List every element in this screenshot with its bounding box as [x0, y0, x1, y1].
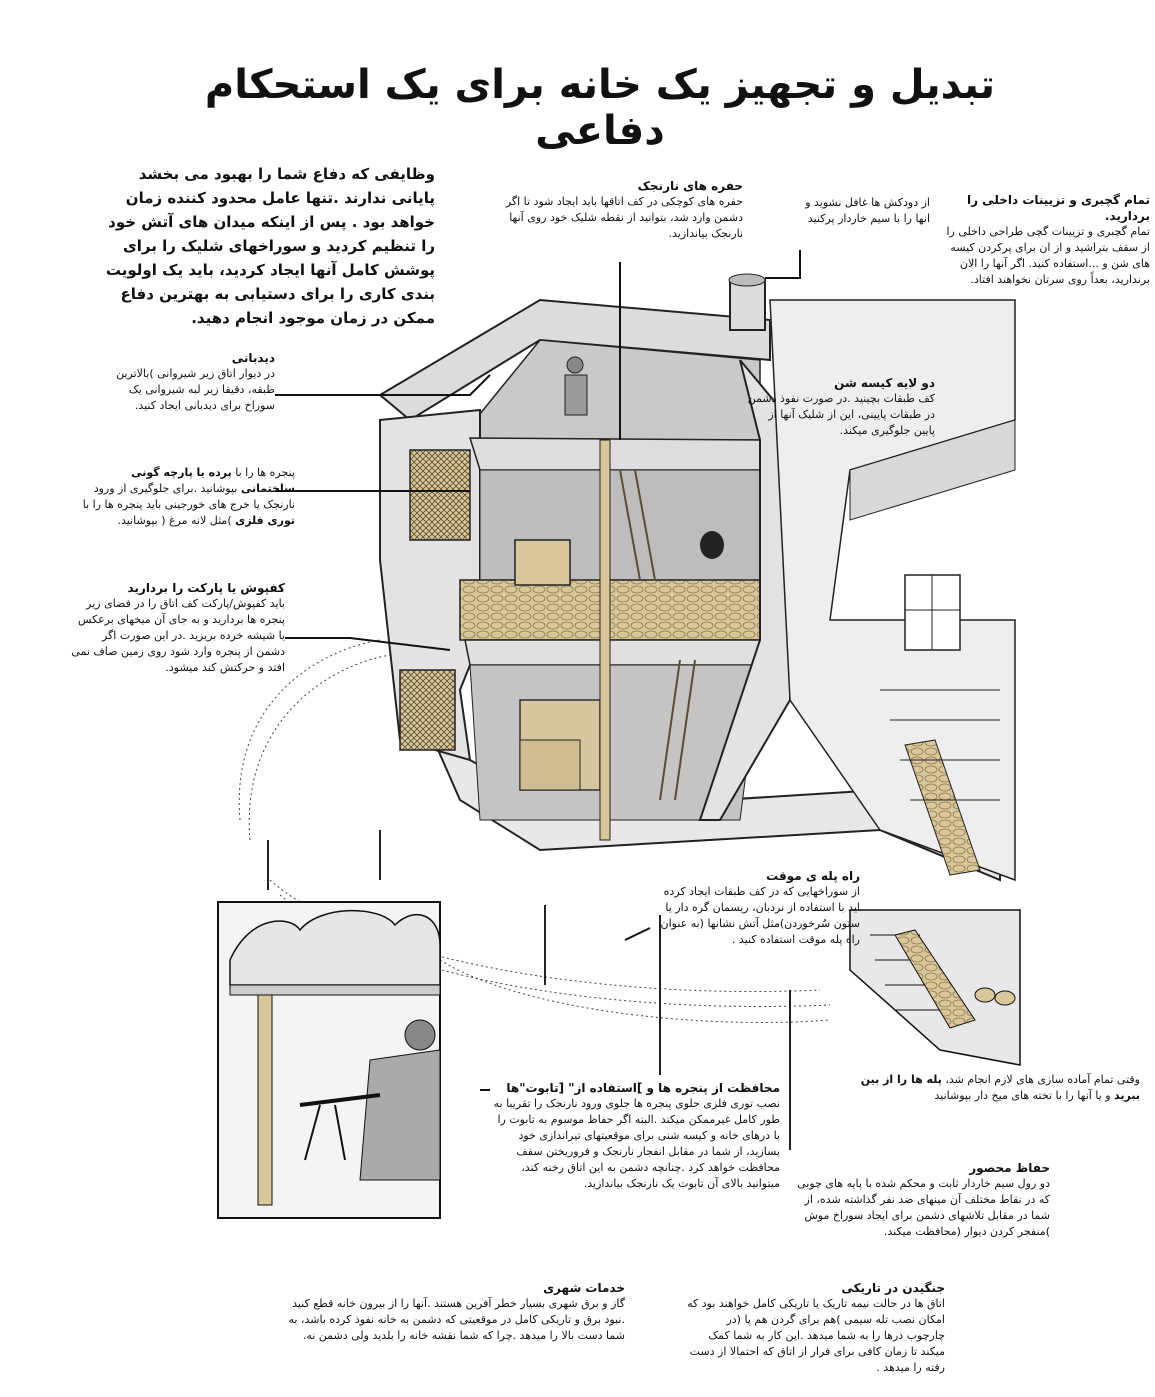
note-sandbags: [745, 375, 935, 439]
inset-stairs: [850, 910, 1020, 1065]
note-windows: [75, 465, 295, 529]
note-body: کف طبقات بچینید .در صورت نفوذ دشمن در طبقات پایینی، این از شلیک آنها از پایین جلوگیری میکند.: [747, 392, 935, 437]
note-stairs: [840, 1072, 1140, 1104]
note-body: اتاق ها در حالت نیمه تاریک یا تاریکی کامل خواهند بود که امکان نصب تله سیمی )هم برای گردن هم پا (در چارچوب درها را به شما میدهد .این کار به شما کمک میکند تا زمان کافی برای فرار از اتاق که احتمالا از دست رفته را میدهد .: [687, 1297, 945, 1374]
note-body: از دودکش ها غافل نشوید و انها را با سیم خاردار پرکنید: [805, 196, 930, 225]
inset-sandbag-position: [218, 902, 440, 1218]
note-body: )مثل لانه مرغ ( بپوشانید.: [117, 514, 232, 527]
note-body: تمام گچبری و تزیینات گچی طراحی داخلی را از سقف بتراشید و از ان برای پرکردن کیسه های شن و ...استفاده کنید. اگر آنها را الان برندارید، بعداً روی سرتان نخواهند افتاد.: [946, 225, 1150, 286]
note-title: خدمات شهری: [543, 1281, 625, 1295]
note-title: محافظت از پنجره ها و ]استفاده از" [تابوت"ها: [506, 1081, 780, 1095]
note-body: باید کفپوش/پارکت کف اتاق را در فضای زیر پنجره ها بردارید و به جای آن میخهای برعکس یا شیشه خرده بریزید .در این صورت اگر دشمن از پنجره وارد شود روی زمین صاف نمی افتد و حرکتش کند میشود.: [71, 597, 285, 674]
page-title: تبدیل و تجهیز یک خانه برای یک استحکام دفاعی: [204, 62, 996, 154]
note-bold: پله ها را از بین ببرید: [860, 1073, 1140, 1102]
note-fence: [790, 1160, 1050, 1240]
note-floor: [70, 580, 285, 676]
note-body: گاز و برق شهری بسیار خطر آفرین هستند .آنها را از بیرون خانه قطع کنید .نبود برق و تاریکی کامل در موقعیتی که دشمن به خانه نفوذ کرده باشد، به شما دست بالا را میدهد .چرا که شما نقشه خانه را بلدید ولی دشمن نه.: [288, 1297, 625, 1342]
note-title: کفپوش یا پارکت را بردارید: [127, 581, 285, 595]
note-title: حفاظ محصور: [969, 1161, 1050, 1175]
note-body: بپوشانید .برای جلوگیری از ورود نارنجک یا خرج های خورجینی باید پنجره ها را با: [82, 482, 295, 511]
note-ladder: [650, 868, 860, 948]
note-title: تمام گچبری و تزیینات داخلی را بردارید.: [966, 193, 1150, 223]
note-title: حفره های نارنجک: [637, 179, 743, 193]
note-body: از سوراخهایی که در کف طبقات ایجاد کرده اید با استفاده از نردبان، ریسمان گره دار یا ستون سُرخوردن)مثل آتش نشانها (به عنوان راه پله موقت استفاده کنید .: [660, 885, 860, 946]
note-chimneys: [800, 195, 930, 227]
note-title: جنگیدن در تاریکی: [841, 1281, 945, 1295]
note-body: پنجره ها را با: [235, 466, 295, 479]
note-body: و یا آنها را با تخته های میخ دار بپوشانید: [934, 1089, 1111, 1102]
note-dark: [685, 1280, 945, 1376]
note-body: دو رول سیم خاردار ثابت و محکم شده با پایه های چوبی که در نقاط مختلف آن مینهای ضد نفر گذاشته شده، از شما در مقابل تلاشهای دشمن برای ایجاد سوراخ موش )منفجر کردن دیوار (محافظت میکند.: [797, 1177, 1050, 1238]
note-title: راه پله ی موقت: [766, 869, 860, 883]
note-body: حفره های کوچکی در کف اتاقها باید ایجاد شود تا اگر دشمن وارد شد، بتوانید از نقطه شلیک خود روی آنها نارنجک بیاندازید.: [505, 195, 743, 240]
note-plaster: [940, 192, 1150, 288]
note-bold: پرده یا پارچه گونی ساختمانی: [131, 466, 295, 495]
note-observation: [100, 350, 275, 414]
note-body: وقتی تمام آماده سازی های لازم انجام شد،: [945, 1073, 1140, 1086]
note-window-protection: [490, 1080, 780, 1192]
note-body: در دیوار اتاق زیر شیروانی )بالاترین طبقه، دقیقا زیر لبه شیروانی یک سوراخ برای دیدبانی ایجاد کنید.: [116, 367, 275, 412]
note-grenade-holes: [478, 178, 743, 242]
intro-paragraph: وظایفی که دفاع شما را بهبود می بخشد پایانی ندارند .تنها عامل محدود کننده زمان خواهد بود . پس از اینکه میدان های آتش خود را تنظیم کردید و سوراخهای شلیک را برای پوشش کامل آنها ایجاد کردید، باید یک اولویت بندی کاری را برای دستیابی به بهترین دفاع ممکن در زمان موجود انجام دهید.: [105, 165, 435, 327]
note-utilities: [270, 1280, 625, 1344]
note-title: دو لایه کیسه شن: [834, 376, 935, 390]
note-body: نصب توری فلزی جلوی پنجره ها جلوی ورود نارنجک را تقریبا به طور کامل غیرممکن میکند .البته اگر حفاظ موسوم به تابوت را با درهای خانه و کیسه شنی برای موقعیتهای تیراندازی خود بسازید، از شما در مقابل انفجار نارنجک و فروریختن سقف محافظت خواهد کرد .چنانچه دشمن به این اتاق رخنه کند، میتوانید بالای آن تابوت یک نارنجک بیاندازید.: [493, 1097, 780, 1190]
note-bold: توری فلزی: [235, 514, 295, 527]
note-title: دیدبانی: [231, 351, 275, 365]
